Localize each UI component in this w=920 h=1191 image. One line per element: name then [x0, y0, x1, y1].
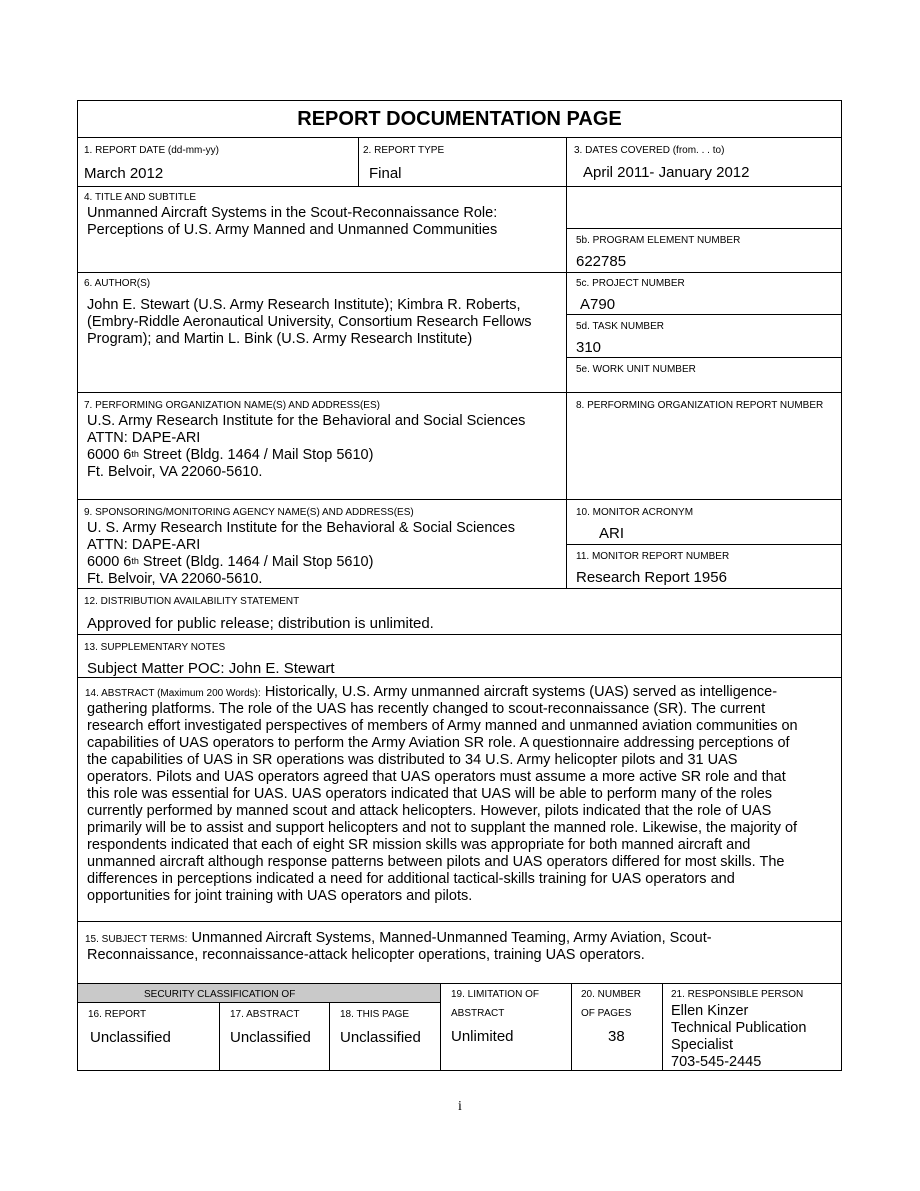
page-number: i [458, 1099, 462, 1114]
authors-label: 6. AUTHOR(S) [84, 278, 151, 289]
abstract-line: currently performed by manned scout and attack helicopters. However, pilots indicated that the role of UAS [87, 803, 772, 819]
abstract-line: gathering platforms. The role of the UAS has recently changed to scout-reconnaissance (SR). The current [87, 701, 766, 717]
responsible-person-title-2: Specialist [671, 1037, 734, 1053]
report-date-label: 1. REPORT DATE (dd-mm-yy) [84, 145, 220, 156]
task-number-value: 310 [576, 339, 602, 356]
distribution-label: 12. DISTRIBUTION AVAILABILITY STATEMENT [84, 596, 300, 607]
dates-covered-cell [566, 137, 841, 186]
program-element-value: 622785 [576, 253, 627, 270]
abstract-label: 14. ABSTRACT (Maximum 200 Words): [85, 688, 261, 699]
limitation-cell [440, 984, 571, 1071]
monitor-acronym-label: 10. MONITOR ACRONYM [576, 507, 694, 518]
abstract-lead: Historically, U.S. Army unmanned aircraft systems (UAS) served as intelligence- [260, 684, 778, 700]
contract-number-cell [566, 186, 841, 228]
subject-terms-label: 15. SUBJECT TERMS: [85, 934, 188, 945]
performing-org-cell [78, 392, 566, 499]
abstract-first-line [85, 684, 777, 702]
abstract-line: differences in perceptions indicated a need for additional tactical-skills training for UAS operators and [87, 871, 735, 887]
monitor-report-number-label: 11. MONITOR REPORT NUMBER [576, 551, 730, 562]
sponsoring-line-4: Ft. Belvoir, VA 22060-5610. [87, 571, 263, 587]
monitor-acronym-value: ARI [599, 525, 625, 542]
report-class-value: Unclassified [90, 1029, 171, 1046]
responsible-person-name: Ellen Kinzer [671, 1003, 749, 1019]
distribution-value: Approved for public release; distribution is unlimited. [87, 615, 434, 632]
subject-terms-cell [78, 921, 841, 983]
sponsoring-line-2: ATTN: DAPE-ARI [87, 537, 201, 553]
subject-terms-lead: Unmanned Aircraft Systems, Manned-Unmanned Teaming, Army Aviation, Scout- [187, 930, 712, 946]
limitation-value: Unlimited [451, 1028, 514, 1045]
performing-report-number-label: 8. PERFORMING ORGANIZATION REPORT NUMBER [576, 400, 824, 411]
report-type-cell [358, 137, 566, 186]
task-number-label: 5d. TASK NUMBER [576, 321, 664, 332]
abstract-class-value: Unclassified [230, 1029, 311, 1046]
performing-org-label: 7. PERFORMING ORGANIZATION NAME(S) AND ADDRESS(ES) [84, 400, 380, 411]
report-type-label: 2. REPORT TYPE [363, 145, 445, 156]
security-classification-label: SECURITY CLASSIFICATION OF [144, 989, 296, 1000]
work-unit-cell [566, 357, 841, 392]
report-date-value: March 2012 [84, 165, 164, 182]
responsible-person-title-1: Technical Publication [671, 1020, 807, 1036]
title-subtitle-label: 4. TITLE AND SUBTITLE [84, 192, 197, 203]
report-class-cell [78, 1002, 219, 1071]
responsible-person-cell [662, 984, 841, 1071]
number-of-pages-label-1: 20. NUMBER [581, 989, 642, 1000]
limitation-label-2: ABSTRACT [451, 1008, 505, 1019]
work-unit-label: 5e. WORK UNIT NUMBER [576, 364, 696, 375]
abstract-line: operators. Pilots and UAS operators agreed that UAS operators must assume a more active SR role and that [87, 769, 786, 785]
sponsoring-line-1: U. S. Army Research Institute for the Behavioral & Social Sciences [87, 520, 515, 536]
abstract-line: opportunities for joint training with UAS operators and pilots. [87, 888, 473, 904]
subject-terms-first-line [85, 930, 712, 948]
monitor-acronym-cell [566, 499, 841, 544]
supplementary-notes-cell [78, 634, 841, 677]
distribution-cell [78, 588, 841, 634]
performing-report-number-cell [566, 392, 841, 499]
project-number-value: A790 [580, 296, 616, 313]
sponsoring-agency-cell [78, 499, 566, 588]
this-page-class-value: Unclassified [340, 1029, 421, 1046]
performing-org-line-4: Ft. Belvoir, VA 22060-5610. [87, 464, 263, 480]
number-of-pages-value: 38 [608, 1028, 625, 1045]
report-documentation-form [77, 100, 842, 1071]
authors-line-3: Program); and Martin L. Bink (U.S. Army Research Institute) [87, 331, 473, 347]
report-date-cell [78, 137, 358, 186]
authors-cell [78, 272, 566, 392]
report-class-label: 16. REPORT [88, 1009, 147, 1020]
number-of-pages-label-2: OF PAGES [581, 1008, 632, 1019]
limitation-label-1: 19. LIMITATION OF [451, 989, 539, 1000]
project-number-cell [566, 272, 841, 314]
abstract-line: research effort investigated perspectives of members of Army manned and unmanned aviation communities on [87, 718, 798, 734]
monitor-report-number-value: Research Report 1956 [576, 569, 727, 586]
title-subtitle-cell [78, 186, 566, 272]
abstract-line: respondents indicated that each of eight SR mission skills was appropriate for both manned aircraft and [87, 837, 751, 853]
responsible-person-phone: 703-545-2445 [671, 1054, 762, 1070]
authors-line-2: (Embry-Riddle Aeronautical University, Consortium Research Fellows [87, 314, 532, 330]
sponsoring-line-3: 6000 6th Street (Bldg. 1464 / Mail Stop 5610) [87, 554, 374, 570]
dates-covered-label: 3. DATES COVERED (from. . . to) [574, 145, 725, 156]
performing-org-line-2: ATTN: DAPE-ARI [87, 430, 201, 446]
security-classification-header [78, 984, 440, 1002]
abstract-line: this role was essential for UAS. UAS operators indicated that UAS will be able to perform many of the roles [87, 786, 773, 802]
this-page-class-label: 18. THIS PAGE [340, 1009, 410, 1020]
subject-terms-line-2: Reconnaissance, reconnaissance-attack helicopter operations, training UAS operators. [87, 947, 645, 963]
program-element-label: 5b. PROGRAM ELEMENT NUMBER [576, 235, 741, 246]
abstract-line: unmanned aircraft although response patterns between pilots and UAS operators differed for most skills. The [87, 854, 785, 870]
sponsoring-agency-label: 9. SPONSORING/MONITORING AGENCY NAME(S) AND ADDRESS(ES) [84, 507, 414, 518]
authors-line-1: John E. Stewart (U.S. Army Research Institute); Kimbra R. Roberts, [87, 297, 521, 313]
abstract-cell [78, 677, 841, 921]
supplementary-notes-value: Subject Matter POC: John E. Stewart [87, 660, 335, 677]
performing-org-line-1: U.S. Army Research Institute for the Behavioral and Social Sciences [87, 413, 526, 429]
title-line-1: Unmanned Aircraft Systems in the Scout-Reconnaissance Role: [87, 205, 498, 221]
project-number-label: 5c. PROJECT NUMBER [576, 278, 685, 289]
task-number-cell [566, 314, 841, 357]
monitor-report-number-cell [566, 544, 841, 588]
responsible-person-label: 21. RESPONSIBLE PERSON [671, 989, 804, 1000]
abstract-class-label: 17. ABSTRACT [230, 1009, 300, 1020]
performing-org-line-3: 6000 6th Street (Bldg. 1464 / Mail Stop 5610) [87, 447, 374, 463]
abstract-line: primarily will be to assist and support helicopters and not to supplant the manned role. Likewise, the majority of [87, 820, 798, 836]
title-line-2: Perceptions of U.S. Army Manned and Unmanned Communities [87, 222, 498, 238]
number-of-pages-cell [571, 984, 662, 1071]
report-type-value: Final [369, 165, 402, 182]
supplementary-notes-label: 13. SUPPLEMENTARY NOTES [84, 642, 226, 653]
abstract-class-cell [219, 1002, 329, 1071]
abstract-line: the capabilities of UAS in SR operations was distributed to 34 U.S. Army helicopter pilots and 31 UAS [87, 752, 738, 768]
dates-covered-value: April 2011- January 2012 [583, 164, 750, 181]
program-element-cell [566, 228, 841, 272]
this-page-class-cell [329, 1002, 440, 1071]
form-title: REPORT DOCUMENTATION PAGE [297, 108, 622, 130]
abstract-line: capabilities of UAS operators to perform the Army Aviation SR role. A questionnaire addressing perceptions of [87, 735, 790, 751]
